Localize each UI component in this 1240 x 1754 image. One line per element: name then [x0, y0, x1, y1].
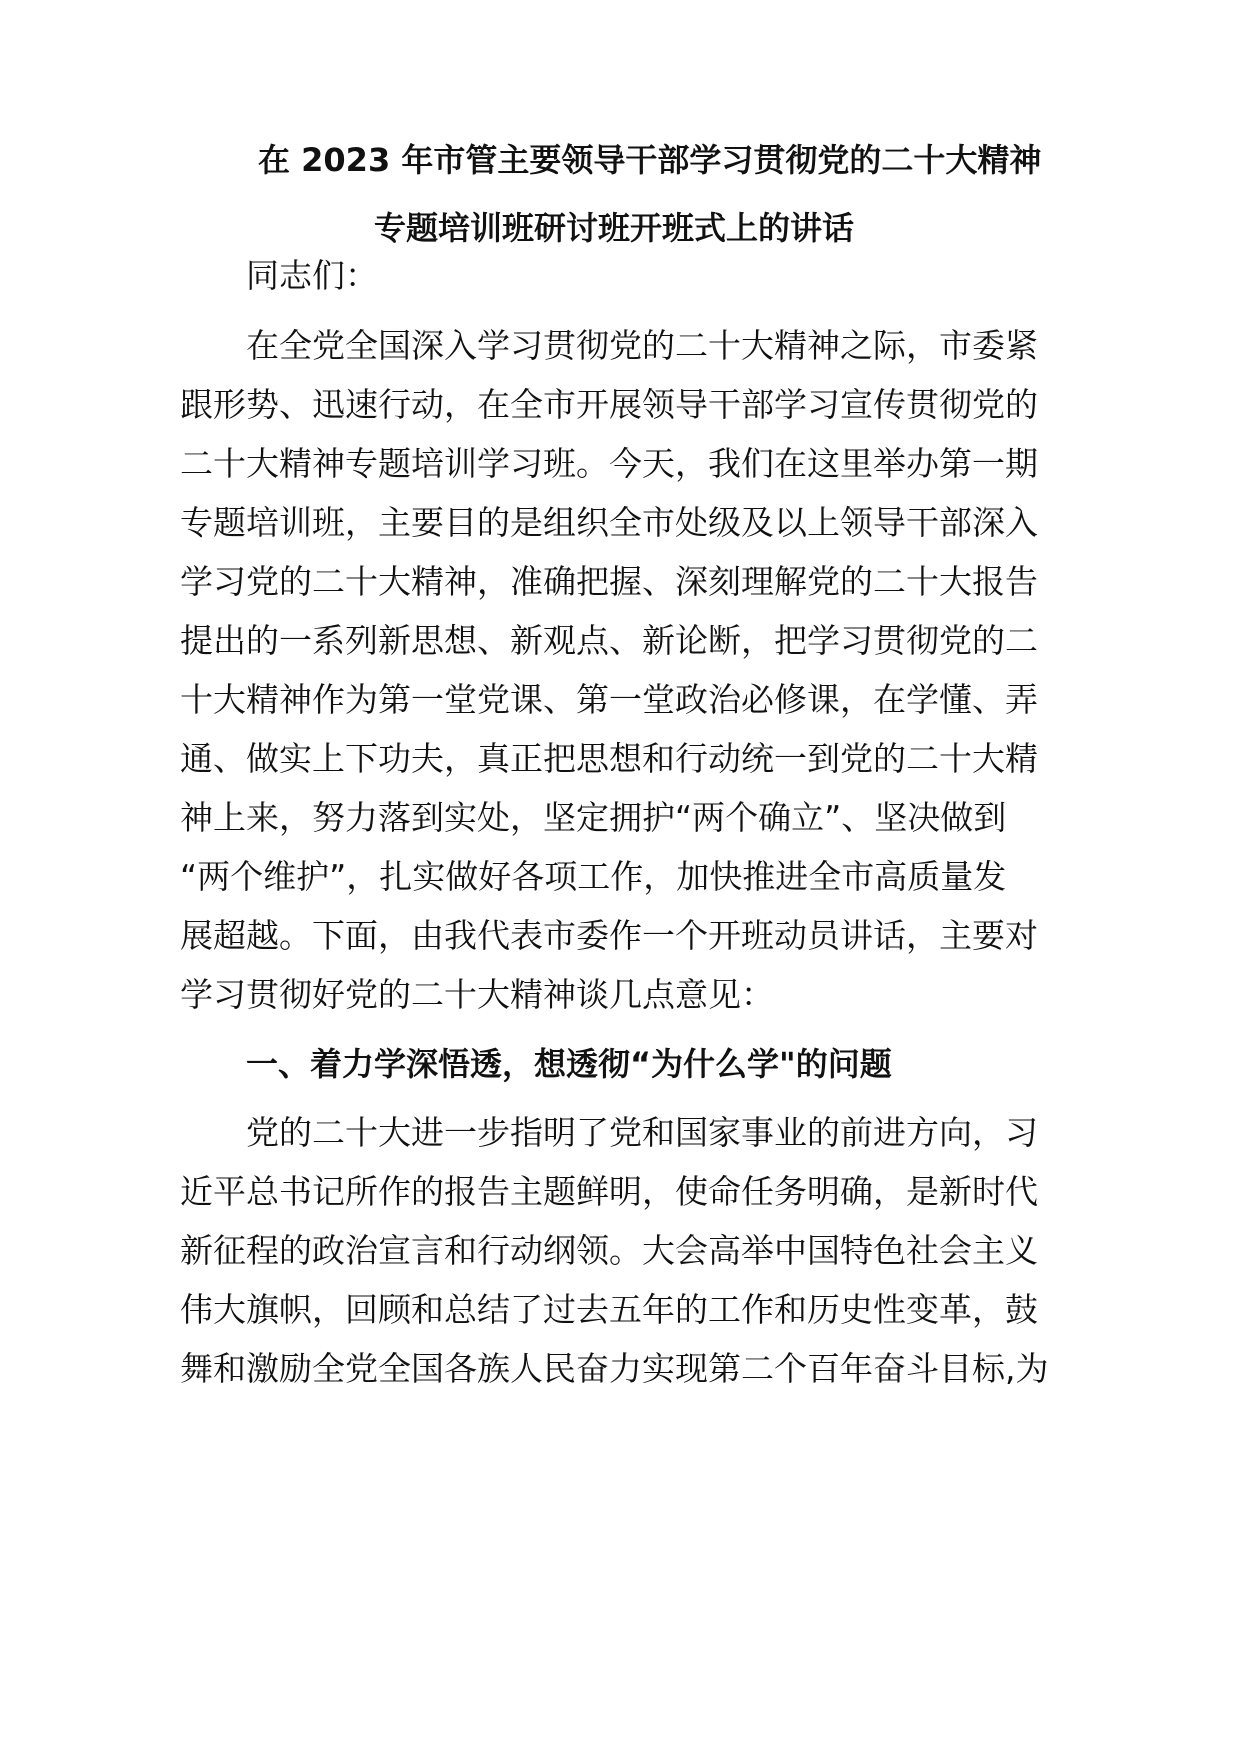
paragraph-line: 学习党的二十大精神，准确把握、深刻理解党的二十大报告	[180, 562, 1038, 601]
section-heading-1: 一、着力学深悟透，想透彻“为什么学"的问题	[246, 1045, 892, 1083]
document-title-line-2: 专题培训班研讨班开班式上的讲话	[374, 209, 855, 247]
paragraph-line: 十大精神作为第一堂党课、第一堂政治必修课，在学懂、弄	[180, 680, 1038, 719]
salutation: 同志们：	[246, 256, 378, 295]
paragraph-line: 跟形势、迅速行动，在全市开展领导干部学习宣传贯彻党的	[180, 385, 1038, 424]
paragraph-line: 近平总书记所作的报告主题鲜明，使命任务明确，是新时代	[180, 1172, 1038, 1211]
paragraph-line: 党的二十大进一步指明了党和国家事业的前进方向，习	[246, 1113, 1038, 1152]
paragraph-line: 学习贯彻好党的二十大精神谈几点意见：	[180, 975, 774, 1014]
paragraph-line: 在全党全国深入学习贯彻党的二十大精神之际，市委紧	[246, 326, 1038, 365]
paragraph-line: 新征程的政治宣言和行动纲领。大会高举中国特色社会主义	[180, 1231, 1038, 1270]
paragraph-line: 伟大旗帜，回顾和总结了过去五年的工作和历史性变革，鼓	[180, 1290, 1038, 1329]
paragraph-line: 通、做实上下功夫，真正把思想和行动统一到党的二十大精	[180, 739, 1038, 778]
paragraph-line: 展超越。下面，由我代表市委作一个开班动员讲话，主要对	[180, 916, 1038, 955]
paragraph-line: 提出的一系列新思想、新观点、新论断，把学习贯彻党的二	[180, 621, 1038, 660]
paragraph-line: 舞和激励全党全国各族人民奋力实现第二个百年奋斗目标,为	[180, 1349, 1049, 1388]
paragraph-line: 专题培训班，主要目的是组织全市处级及以上领导干部深入	[180, 503, 1038, 542]
document-title-line-1: 在 2023 年市管主要领导干部学习贯彻党的二十大精神	[258, 141, 1042, 179]
paragraph-line: 神上来，努力落到实处，坚定拥护“两个确立”、坚决做到	[180, 798, 1007, 837]
paragraph-line: “两个维护”，扎实做好各项工作，加快推进全市高质量发	[180, 857, 1007, 896]
paragraph-line: 二十大精神专题培训学习班。今天，我们在这里举办第一期	[180, 444, 1038, 483]
